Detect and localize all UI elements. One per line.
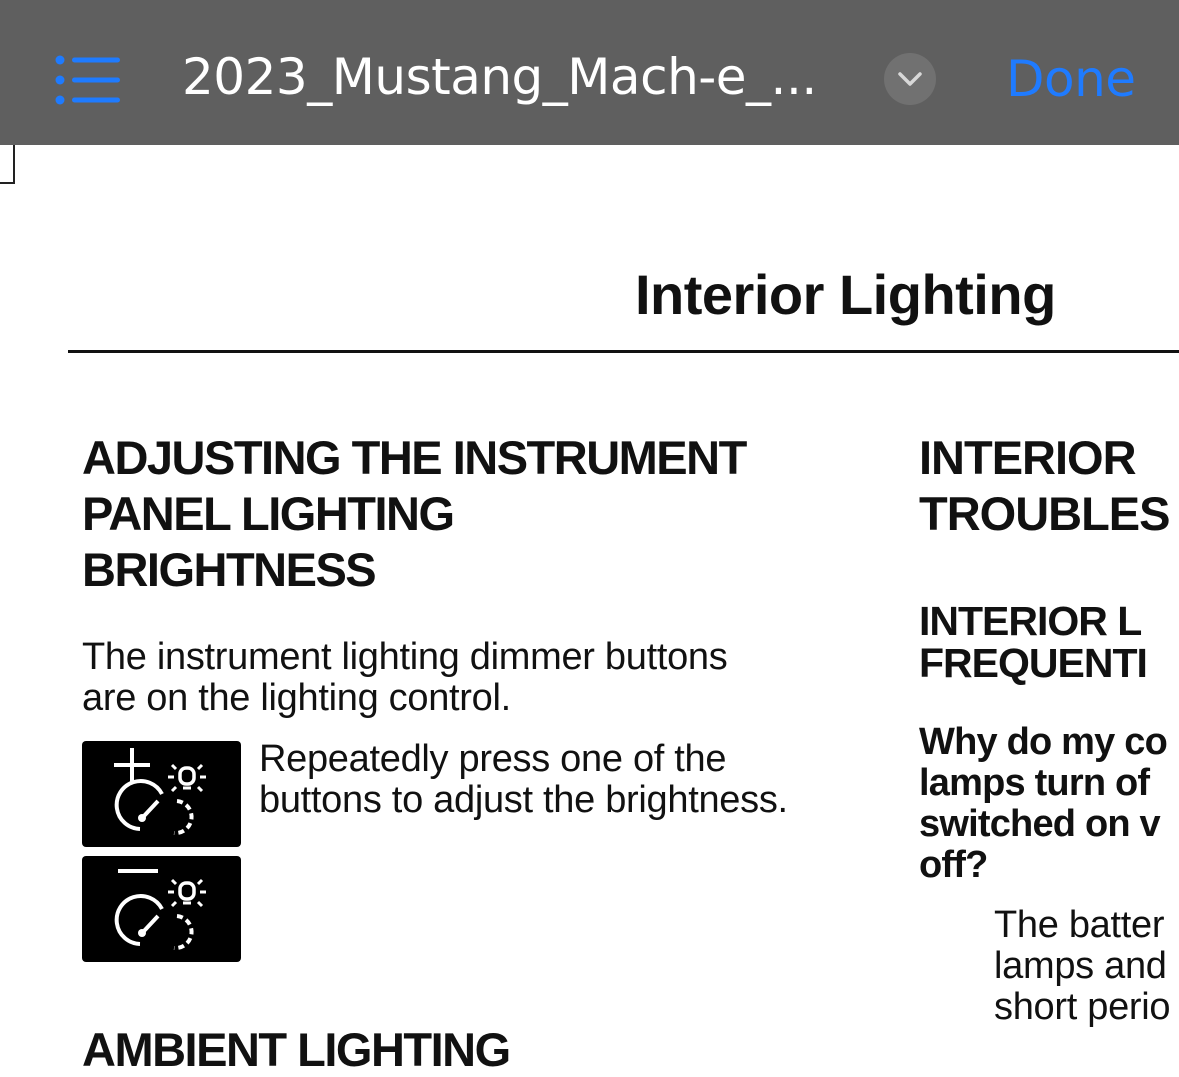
faq-question-line: switched on v bbox=[919, 803, 1160, 845]
intro-line: are on the lighting control. bbox=[82, 677, 511, 719]
next-section-heading: AMBIENT LIGHTING bbox=[82, 1023, 510, 1076]
faq-answer bbox=[994, 905, 1170, 1028]
instruction-paragraph bbox=[259, 739, 788, 821]
right-heading-line: INTERIOR bbox=[919, 431, 1136, 484]
section-heading-line: BRIGHTNESS bbox=[82, 543, 376, 596]
section-heading-line: ADJUSTING THE INSTRUMENT bbox=[82, 431, 746, 484]
toolbar bbox=[0, 0, 1179, 145]
faq-answer-line: The batter bbox=[994, 904, 1165, 946]
intro-paragraph bbox=[82, 637, 727, 719]
right-section-heading bbox=[919, 430, 1170, 542]
section-heading bbox=[82, 430, 746, 598]
right-subheading-line: FREQUENTI bbox=[919, 640, 1147, 686]
dimmer-decrease-icon bbox=[82, 856, 241, 962]
chevron-down-icon bbox=[897, 67, 923, 91]
document-title: 2023_Mustang_Mach-e_... bbox=[182, 48, 817, 106]
page-title: Interior Lighting bbox=[635, 263, 1056, 326]
faq-answer-line: short perio bbox=[994, 986, 1171, 1028]
dimmer-increase-icon bbox=[82, 741, 241, 847]
faq-answer-line: lamps and bbox=[994, 945, 1167, 987]
faq-question-line: Why do my co bbox=[919, 721, 1167, 763]
page-corner-mark bbox=[0, 145, 15, 184]
instruction-line: buttons to adjust the brightness. bbox=[259, 779, 788, 821]
faq-question-line: lamps turn of bbox=[919, 762, 1150, 804]
intro-line: The instrument lighting dimmer buttons bbox=[82, 636, 728, 678]
heading-divider bbox=[68, 350, 1179, 353]
title-menu-button[interactable] bbox=[884, 53, 936, 105]
right-subheading-line: INTERIOR L bbox=[919, 598, 1142, 644]
faq-question bbox=[919, 722, 1167, 886]
list-icon[interactable] bbox=[52, 52, 124, 108]
done-button[interactable]: Done bbox=[1006, 50, 1136, 108]
faq-question-line: off? bbox=[919, 844, 988, 886]
right-subheading bbox=[919, 600, 1147, 684]
section-heading-line: PANEL LIGHTING bbox=[82, 487, 454, 540]
right-heading-line: TROUBLES bbox=[919, 487, 1170, 540]
instruction-line: Repeatedly press one of the bbox=[259, 738, 727, 780]
